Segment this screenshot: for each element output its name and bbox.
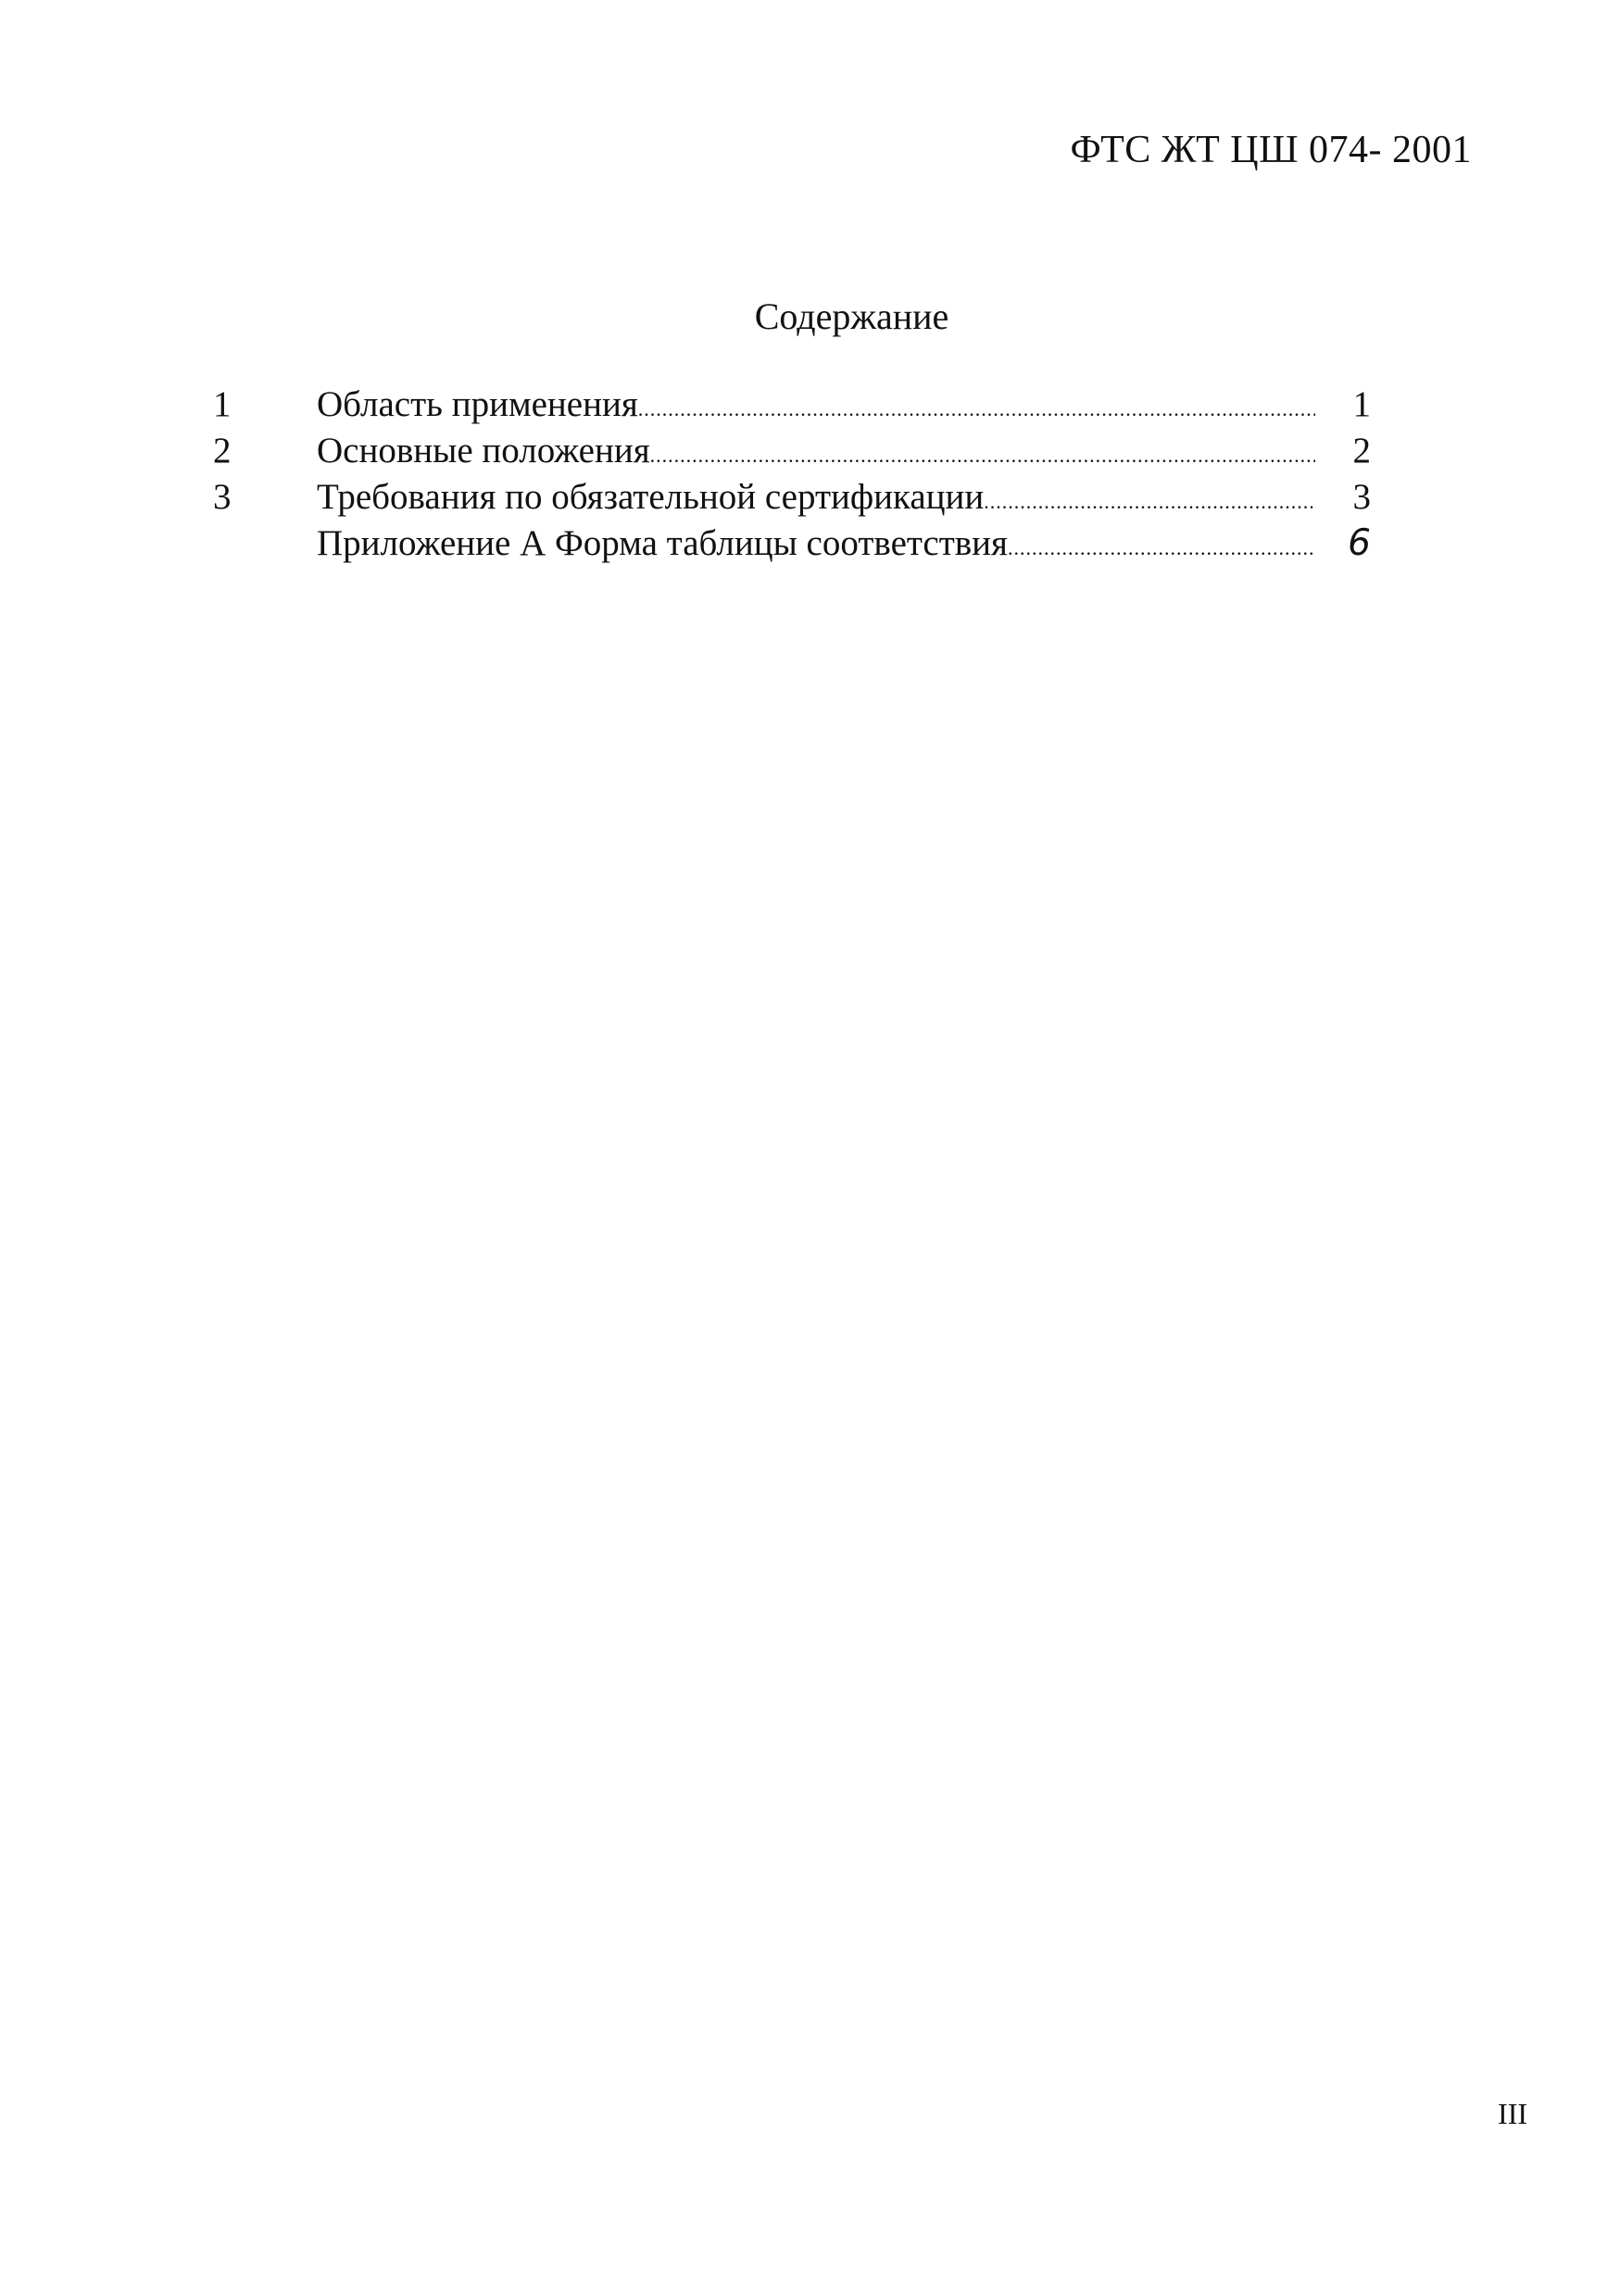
toc-entry-page: 6 <box>1348 522 1371 564</box>
document-code: ФТС ЖТ ЦШ 074- 2001 <box>1070 129 1472 171</box>
toc-title: Содержание <box>754 295 949 337</box>
toc-entry-number: 1 <box>213 384 232 424</box>
toc-leader-dots <box>1008 525 1315 571</box>
toc-entry <box>213 521 1371 567</box>
toc-entry-page: 3 <box>1352 477 1371 517</box>
toc-leader-dots <box>650 433 1315 479</box>
toc-entry-page: 1 <box>1352 384 1371 424</box>
toc-entry-page: 2 <box>1352 431 1371 470</box>
toc-leader-dots <box>638 386 1315 433</box>
toc-entry <box>213 474 1371 521</box>
page-number: III <box>1498 2097 1527 2130</box>
toc-entry-number: 2 <box>213 431 232 470</box>
toc-entry-title: Требования по обязательной сертификации <box>317 477 985 517</box>
toc-entry-title: Приложение А Форма таблицы соответствия <box>317 523 1008 563</box>
toc-entry-title: Область применения <box>317 384 638 424</box>
table-of-contents <box>213 382 1371 567</box>
toc-entry-title: Основные положения <box>317 431 650 470</box>
toc-entry <box>213 428 1371 474</box>
toc-leader-dots <box>984 479 1315 525</box>
toc-entry-number: 3 <box>213 477 232 517</box>
toc-entry <box>213 382 1371 428</box>
